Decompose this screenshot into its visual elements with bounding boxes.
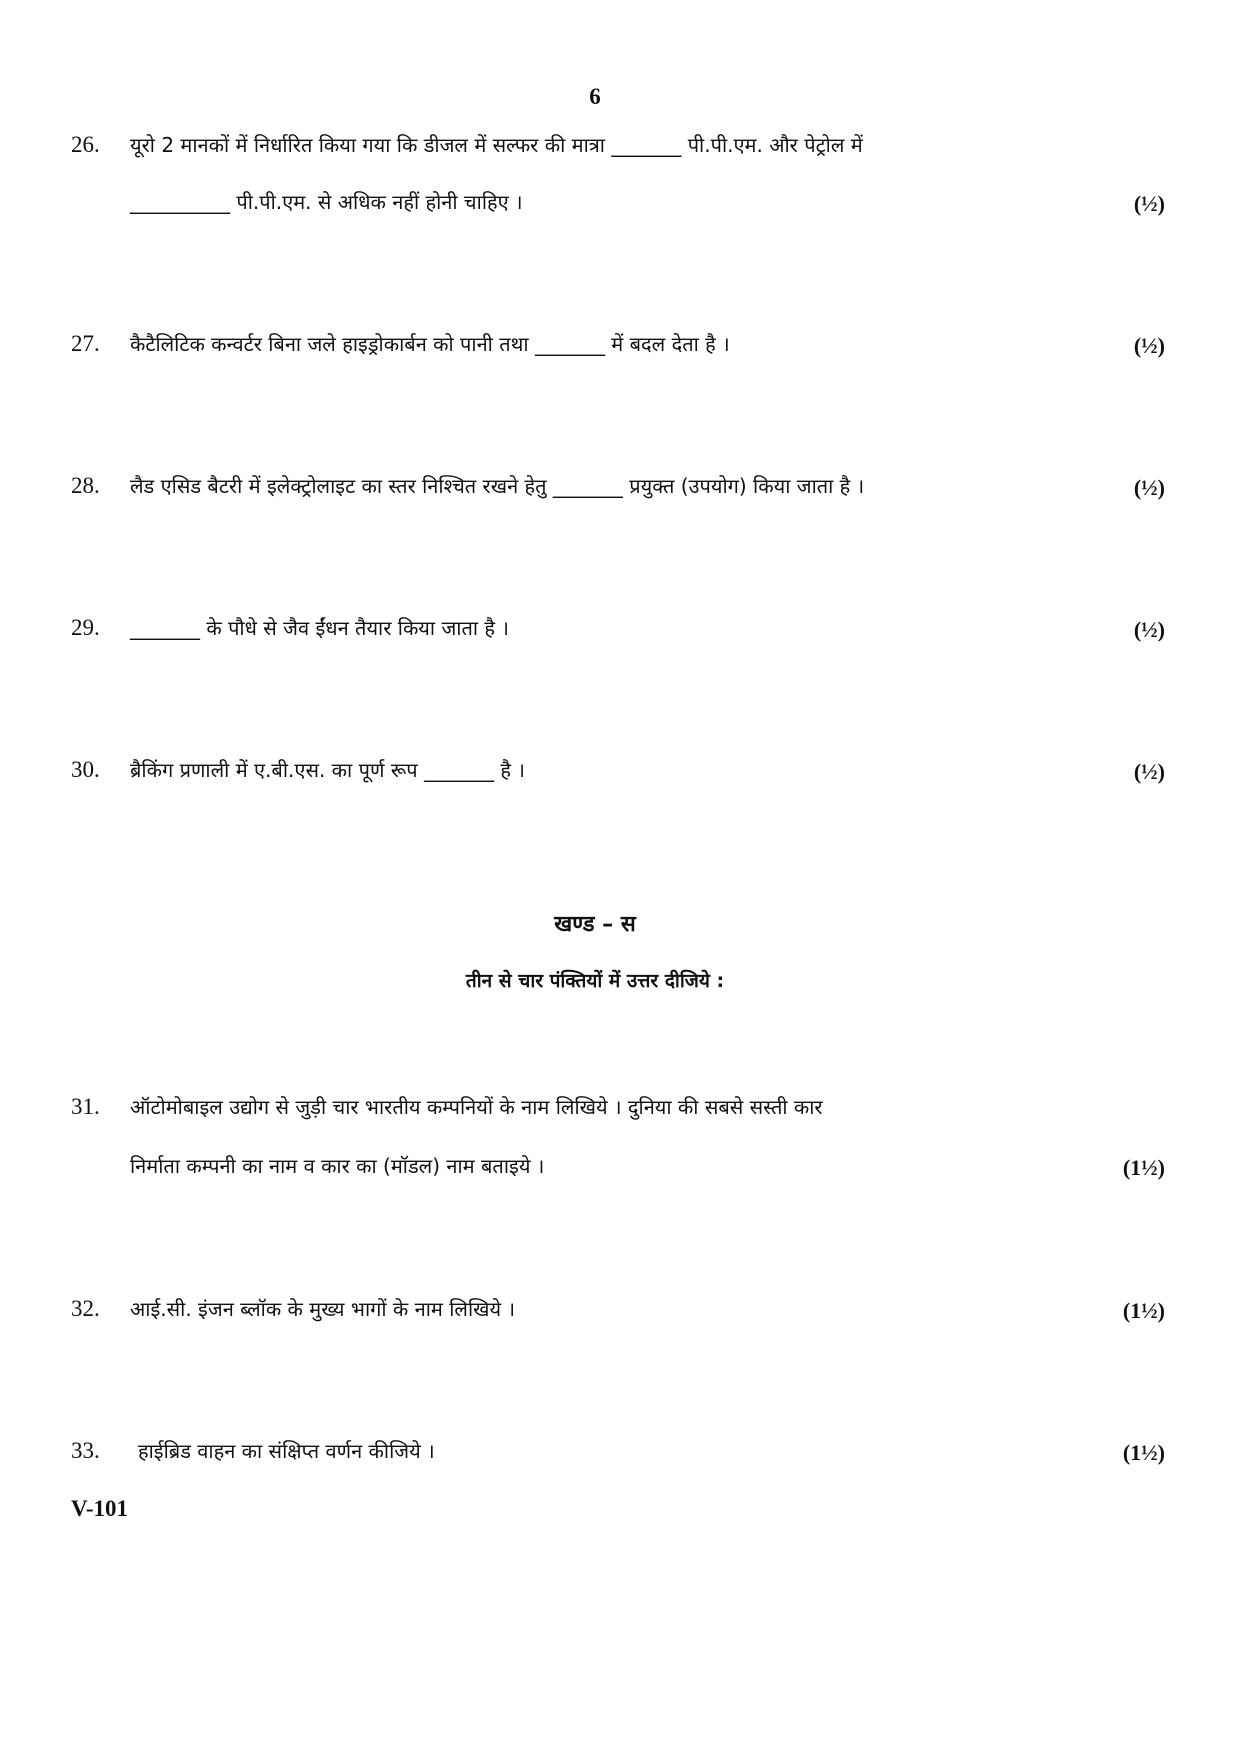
question-number: 26. bbox=[71, 132, 100, 157]
section-instruction: तीन से चार पंक्तियों में उत्तर दीजिये : bbox=[465, 970, 725, 992]
question-number: 33. bbox=[71, 1438, 100, 1463]
question-marks: (½) bbox=[1133, 333, 1165, 358]
question-marks: (½) bbox=[1133, 617, 1165, 642]
question-text-line: लैड एसिड बैटरी में इलेक्ट्रोलाइट का स्तर निश्चित रखने हेतु _______ प्रयुक्त (उपयोग) किया जाता है । bbox=[130, 474, 865, 498]
question-marks: (½) bbox=[1133, 475, 1165, 500]
question-text-line: आई.सी. इंजन ब्लॉक के मुख्य भागों के नाम लिखिये । bbox=[130, 1297, 516, 1321]
page-number: 6 bbox=[589, 84, 601, 109]
question-marks: (½) bbox=[1133, 759, 1165, 784]
question-text-line: निर्माता कम्पनी का नाम व कार का (मॉडल) नाम बताइये । bbox=[130, 1154, 545, 1178]
question-number: 31. bbox=[71, 1094, 100, 1119]
question-text-line: __________ पी.पी.एम. से अधिक नहीं होनी चाहिए । bbox=[130, 190, 523, 214]
paper-code: V-101 bbox=[71, 1496, 129, 1521]
question-text-line: यूरो 2 मानकों में निर्धारित किया गया कि डीजल में सल्फर की मात्रा _______ पी.पी.एम. और पेट्रोल में bbox=[130, 133, 863, 157]
question-marks: (1½) bbox=[1122, 1440, 1165, 1465]
question-number: 29. bbox=[71, 615, 100, 640]
section-title: खण्ड – स bbox=[554, 912, 636, 937]
question-number: 32. bbox=[71, 1296, 100, 1321]
question-text-line: ऑटोमोबाइल उद्योग से जुड़ी चार भारतीय कम्पनियों के नाम लिखिये । दुनिया की सबसे सस्ती कार bbox=[130, 1095, 823, 1119]
question-number: 30. bbox=[71, 757, 100, 782]
question-number: 27. bbox=[71, 331, 100, 356]
question-marks: (1½) bbox=[1122, 1155, 1165, 1180]
question-text-line: _______ के पौधे से जैव ईंधन तैयार किया जाता है । bbox=[130, 616, 509, 640]
question-marks: (1½) bbox=[1122, 1298, 1165, 1323]
question-text-line: कैटैलिटिक कन्वर्टर बिना जले हाइड्रोकार्बन को पानी तथा _______ में बदल देता है । bbox=[130, 332, 730, 356]
question-text-line: ब्रैकिंग प्रणाली में ए.बी.एस. का पूर्ण रूप _______ है । bbox=[130, 758, 525, 782]
question-marks: (½) bbox=[1133, 191, 1165, 216]
question-number: 28. bbox=[71, 473, 100, 498]
question-text-line: हाईब्रिड वाहन का संक्षिप्त वर्णन कीजिये । bbox=[138, 1439, 435, 1463]
